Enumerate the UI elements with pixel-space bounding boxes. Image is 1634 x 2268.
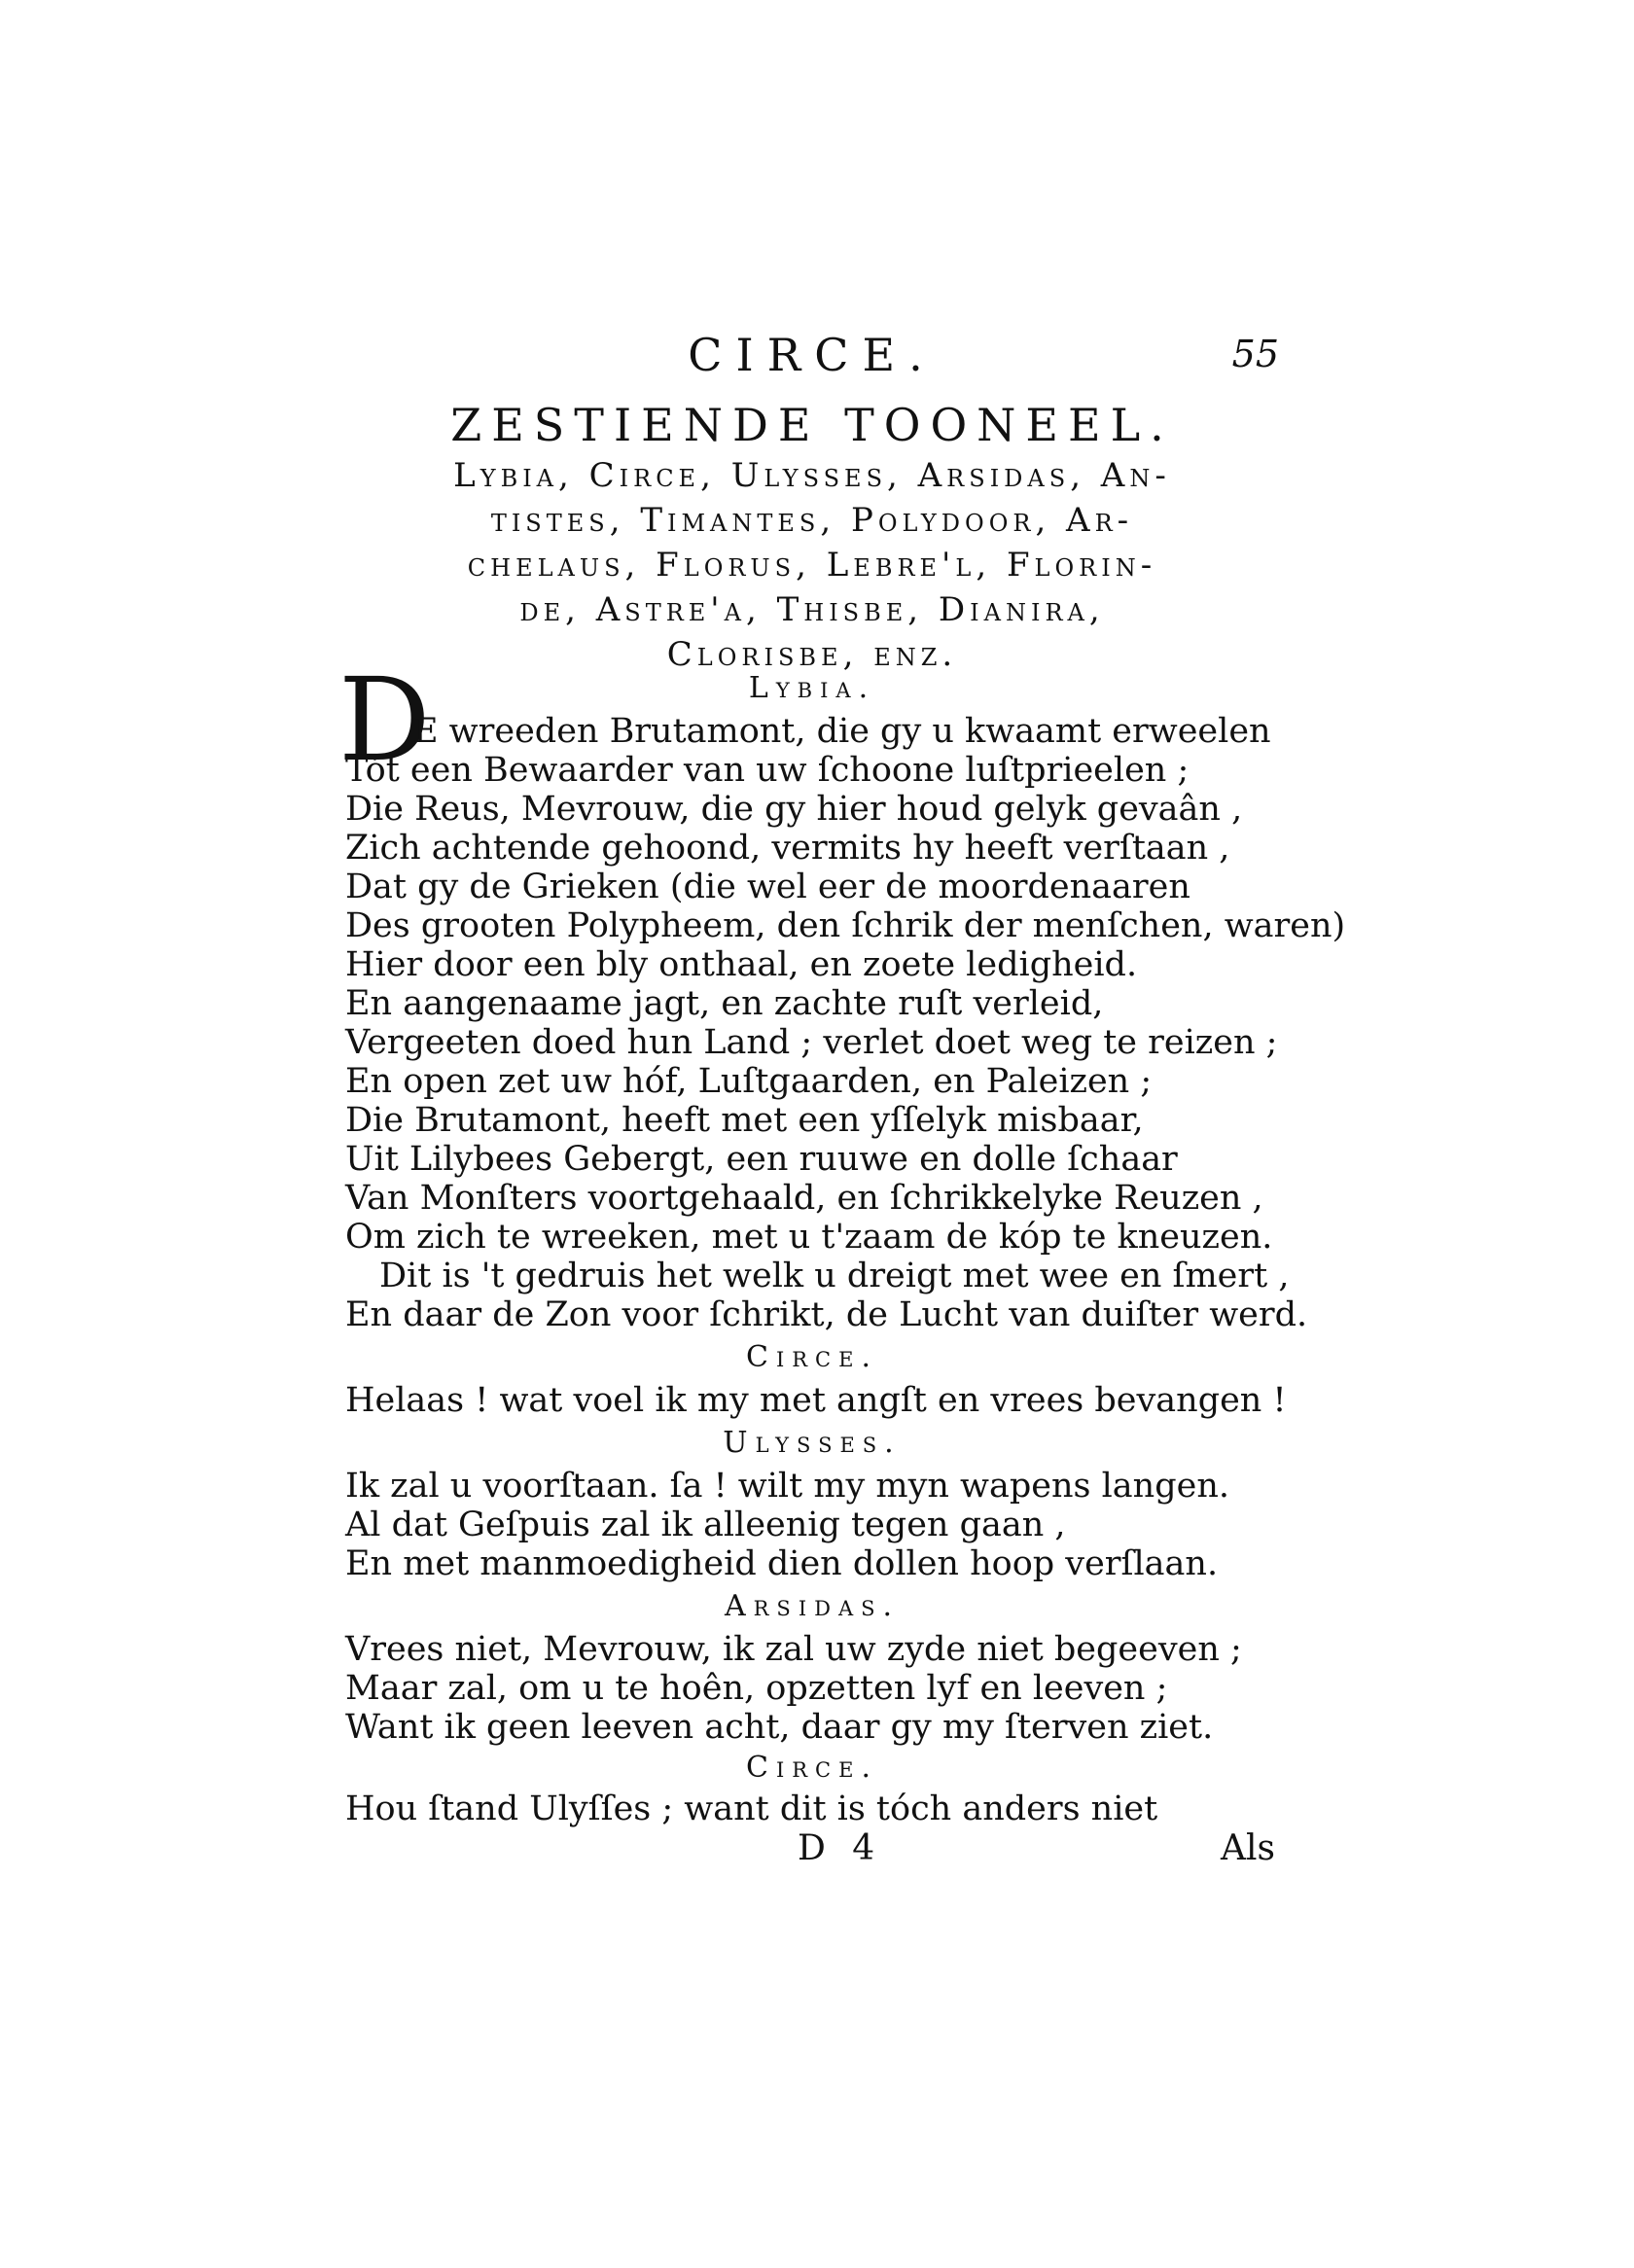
verse-line: En aangenaame jagt, en zachte ruſt verleid,	[345, 984, 1104, 1023]
verse-line: Vrees niet, Mevrouw, ik zal uw zyde niet begeeven ;	[345, 1630, 1242, 1669]
catchword: Als	[1221, 1828, 1275, 1868]
verse-line: Al dat Geſpuis zal ik alleenig tegen gaan ,	[345, 1506, 1066, 1544]
cast-line: tistes, Timantes, Polydoor, Ar-	[490, 501, 1134, 540]
verse-line: E wreeden Brutamont, die gy u kwaamt erweelen	[413, 712, 1271, 751]
verse-line: Die Brutamont, heeft met een yſſelyk misbaar,	[345, 1101, 1144, 1140]
verse-line: Want ik geen leeven acht, daar gy my ſterven ziet.	[345, 1708, 1214, 1747]
scene-title: ZESTIENDE TOONEEL.	[450, 399, 1174, 451]
verse-line: Van Monſters voortgehaald, en ſchrikkelyke Reuzen ,	[345, 1179, 1263, 1218]
verse-line: Zich achtende gehoond, vermits hy heeft verſtaan ,	[345, 829, 1230, 868]
cast-line: Lybia, Circe, Ulysses, Arsidas, An-	[453, 456, 1171, 495]
page-number: 55	[1231, 333, 1279, 375]
verse-line: En met manmoedigheid dien dollen hoop verſlaan.	[345, 1544, 1219, 1583]
verse-line: Uit Lilybees Gebergt, een ruuwe en dolle ſchaar	[345, 1140, 1178, 1179]
speaker-arsidas: Arsidas.	[724, 1589, 901, 1623]
verse-line: Helaas ! wat voel ik my met angſt en vrees bevangen !	[345, 1381, 1287, 1420]
speaker-ulysses: Ulysses.	[723, 1426, 902, 1460]
verse-line: Die Reus, Mevrouw, die gy hier houd gelyk gevaân ,	[345, 790, 1243, 829]
signature-mark: D 4	[798, 1828, 883, 1868]
verse-line: Des grooten Polypheem, den ſchrik der menſchen, waren)	[345, 906, 1346, 945]
verse-line: Vergeeten doed hun Land ; verlet doet weg te reizen ;	[345, 1023, 1278, 1062]
running-title: CIRCE.	[688, 329, 937, 381]
verse-line: Dit is 't gedruis het welk u dreigt met wee en ſmert ,	[379, 1257, 1290, 1295]
cast-line: de, Astre'a, Thisbe, Dianira,	[519, 590, 1105, 629]
verse-line: En open zet uw hóf, Luſtgaarden, en Paleizen ;	[345, 1062, 1153, 1101]
page-header	[345, 329, 1279, 387]
cast-line: Clorisbe, enz.	[666, 635, 958, 674]
verse-line: Maar zal, om u te hoên, opzetten lyf en leeven ;	[345, 1669, 1168, 1708]
verse-line: Ik zal u voorſtaan. ſa ! wilt my myn wapens langen.	[345, 1467, 1229, 1506]
verse-line: En daar de Zon voor ſchrikt, de Lucht van duiſter werd.	[345, 1295, 1308, 1334]
cast-line: chelaus, Florus, Lebre'l, Florin-	[467, 546, 1157, 585]
cast-list	[345, 453, 1279, 677]
verse-line: Dat gy de Grieken (die wel eer de moordenaaren	[345, 868, 1190, 906]
verse-line: Tót een Bewaarder van uw ſchoone luſtprieelen ;	[345, 751, 1190, 790]
drop-cap: D	[338, 653, 431, 787]
speaker-lybia: Lybia.	[748, 671, 876, 705]
verse-line: Om zich te wreeken, met u t'zaam de kóp te kneuzen.	[345, 1218, 1273, 1257]
speaker-circe: Circe.	[746, 1751, 878, 1785]
verse-line: Hou ſtand Ulyſſes ; want dit is tóch anders niet	[345, 1790, 1158, 1828]
verse-line: Hier door een bly onthaal, en zoete ledigheid.	[345, 945, 1138, 984]
speaker-circe: Circe.	[746, 1340, 878, 1374]
